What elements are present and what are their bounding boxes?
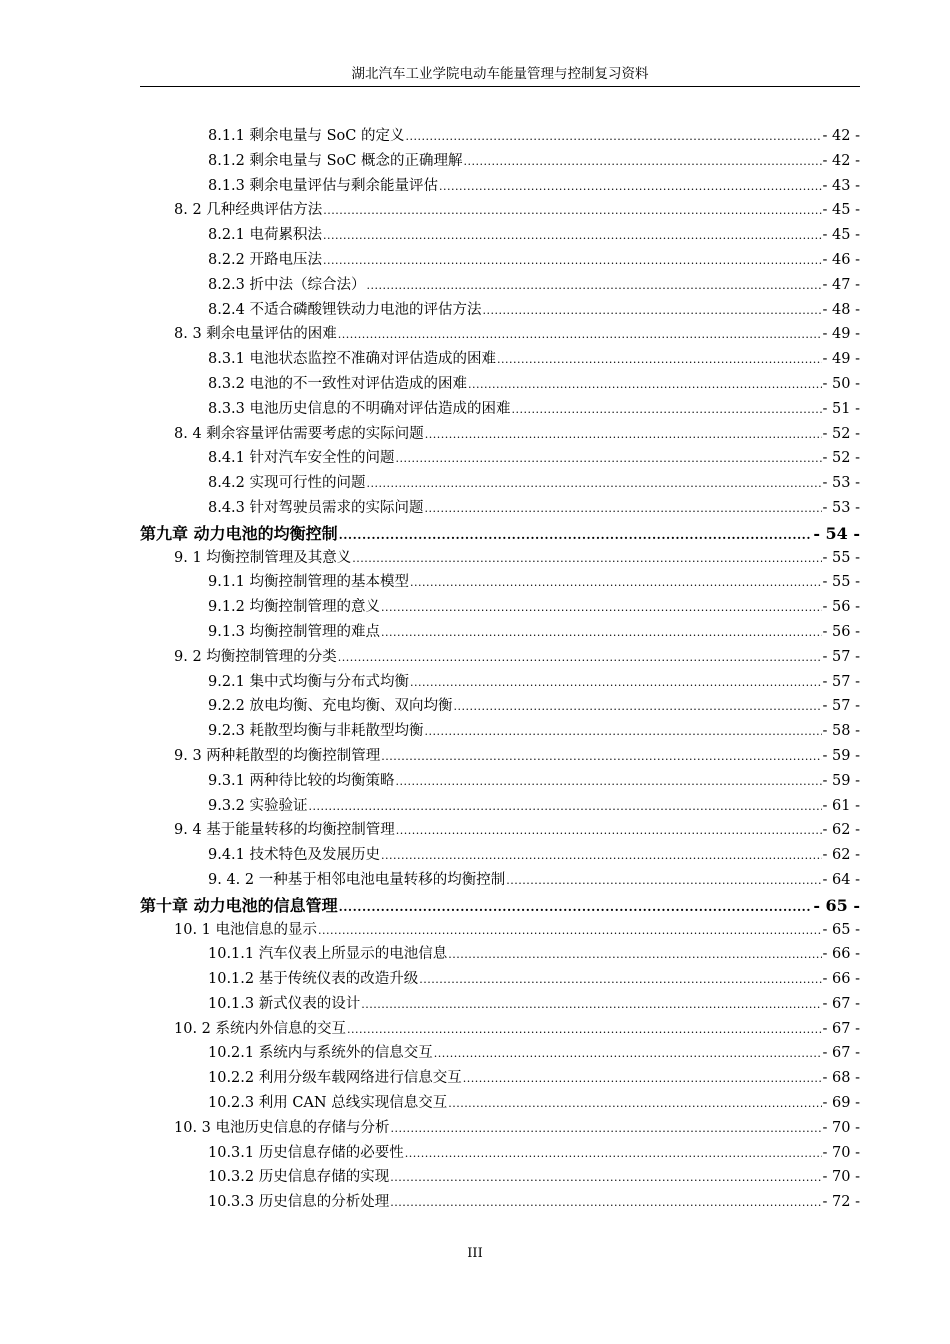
toc-subsection-entry[interactable] — [140, 1190, 860, 1215]
toc-subsection-entry[interactable] — [140, 347, 860, 372]
toc-dot-leader — [352, 552, 821, 565]
toc-entry-title: 9. 3 两种耗散型的均衡控制管理 — [174, 747, 381, 764]
toc-entry-title: 8.2.3 折中法（综合法） — [208, 276, 366, 293]
toc-entry-title: 10.1.2 基于传统仪表的改造升级 — [208, 971, 419, 988]
toc-section-entry[interactable] — [140, 422, 860, 447]
toc-entry-page: - 49 - — [822, 351, 860, 368]
toc-entry-page: - 57 - — [822, 698, 860, 715]
toc-entry-title: 10.3.1 历史信息存储的必要性 — [208, 1144, 404, 1161]
toc-subsection-entry[interactable] — [140, 670, 860, 695]
toc-subsection-entry[interactable] — [140, 124, 860, 149]
toc-dot-leader — [381, 849, 822, 862]
toc-entry-page: - 65 - — [813, 895, 860, 915]
toc-subsection-entry[interactable] — [140, 992, 860, 1017]
toc-chapter-entry[interactable] — [140, 893, 860, 918]
toc-section-entry[interactable] — [140, 818, 860, 843]
toc-dot-leader — [405, 1147, 822, 1160]
toc-dot-leader — [434, 1047, 822, 1060]
toc-entry-page: - 50 - — [822, 375, 860, 392]
toc-entry-page: - 67 - — [822, 995, 860, 1012]
toc-entry-page: - 49 - — [822, 326, 860, 343]
toc-entry-page: - 46 - — [822, 251, 860, 268]
toc-dot-leader — [419, 973, 821, 986]
toc-section-entry[interactable] — [140, 744, 860, 769]
toc-entry-page: - 53 - — [822, 475, 860, 492]
toc-entry-page: - 45 - — [822, 202, 860, 219]
toc-entry-page: - 64 - — [822, 871, 860, 888]
toc-entry-title: 10. 1 电池信息的显示 — [174, 921, 318, 938]
toc-dot-leader — [512, 403, 822, 416]
toc-subsection-entry[interactable] — [140, 1165, 860, 1190]
toc-entry-title: 9.3.2 实验验证 — [208, 797, 308, 814]
toc-entry-page: - 52 - — [822, 450, 860, 467]
toc-dot-leader — [463, 1072, 822, 1085]
toc-entry-title: 9.1.2 均衡控制管理的意义 — [208, 599, 381, 616]
toc-entry-page: - 59 - — [822, 747, 860, 764]
toc-entry-page: - 70 - — [822, 1144, 860, 1161]
toc-entry-title: 10.2.3 利用 CAN 总线实现信息交互 — [208, 1095, 448, 1112]
toc-entry-title: 10.2.2 利用分级车载网络进行信息交互 — [208, 1070, 462, 1087]
toc-entry-page: - 56 - — [822, 599, 860, 616]
toc-subsection-entry[interactable] — [140, 496, 860, 521]
toc-entry-page: - 69 - — [822, 1095, 860, 1112]
toc-subsection-entry[interactable] — [140, 570, 860, 595]
toc-entry-title: 10.3.3 历史信息的分析处理 — [208, 1194, 390, 1211]
toc-subsection-entry[interactable] — [140, 1066, 860, 1091]
toc-entry-title: 9.2.2 放电均衡、充电均衡、双向均衡 — [208, 698, 453, 715]
toc-dot-leader — [463, 155, 821, 168]
toc-dot-leader — [347, 1023, 822, 1036]
toc-entry-page: - 47 - — [822, 276, 860, 293]
toc-dot-leader — [410, 676, 822, 689]
toc-entry-page: - 51 - — [822, 400, 860, 417]
toc-section-entry[interactable] — [140, 546, 860, 571]
toc-entry-page: - 70 - — [822, 1169, 860, 1186]
toc-subsection-entry[interactable] — [140, 769, 860, 794]
toc-entry-title: 8.2.4 不适合磷酸锂铁动力电池的评估方法 — [208, 301, 482, 318]
toc-entry-title: 9.1.3 均衡控制管理的难点 — [208, 623, 381, 640]
toc-subsection-entry[interactable] — [140, 694, 860, 719]
toc-entry-page: - 52 - — [822, 425, 860, 442]
toc-entry-title: 第十章 动力电池的信息管理 — [140, 895, 338, 915]
toc-dot-leader — [381, 750, 821, 763]
toc-dot-leader — [425, 502, 822, 515]
toc-entry-title: 9.1.1 均衡控制管理的基本模型 — [208, 574, 410, 591]
toc-dot-leader — [425, 725, 822, 738]
toc-dot-leader — [468, 378, 822, 391]
toc-subsection-entry[interactable] — [140, 868, 860, 893]
toc-subsection-entry[interactable] — [140, 446, 860, 471]
toc-dot-leader — [338, 651, 822, 664]
page-header: 湖北汽车工业学院电动车能量管理与控制复习资料 — [351, 66, 649, 82]
toc-subsection-entry[interactable] — [140, 273, 860, 298]
toc-entry-page: - 70 - — [822, 1119, 860, 1136]
toc-entry-page: - 72 - — [822, 1194, 860, 1211]
toc-entry-title: 10. 3 电池历史信息的存储与分析 — [174, 1119, 390, 1136]
toc-dot-leader — [506, 874, 821, 887]
toc-dot-leader — [396, 824, 822, 837]
toc-entry-page: - 48 - — [822, 301, 860, 318]
toc-entry-page: - 45 - — [822, 227, 860, 244]
toc-subsection-entry[interactable] — [140, 620, 860, 645]
toc-entry-page: - 57 - — [822, 648, 860, 665]
toc-subsection-entry[interactable] — [140, 794, 860, 819]
toc-entry-title: 8.1.1 剩余电量与 SoC 的定义 — [208, 128, 405, 144]
toc-dot-leader — [390, 1171, 821, 1184]
toc-dot-leader — [318, 924, 822, 937]
toc-dot-leader — [367, 279, 822, 292]
toc-entry-page: - 66 - — [822, 946, 860, 963]
toc-dot-leader — [339, 900, 813, 914]
toc-entry-title: 8.3.2 电池的不一致性对评估造成的困难 — [208, 375, 468, 392]
toc-entry-title: 8.3.1 电池状态监控不准确对评估造成的困难 — [208, 351, 497, 368]
toc-subsection-entry[interactable] — [140, 397, 860, 422]
toc-dot-leader — [381, 601, 822, 614]
header-divider — [140, 86, 860, 87]
toc-dot-leader — [448, 1097, 821, 1110]
toc-dot-leader — [439, 180, 822, 193]
toc-dot-leader — [338, 328, 822, 341]
toc-subsection-entry[interactable] — [140, 471, 860, 496]
toc-entry-title: 9.4.1 技术特色及发展历史 — [208, 847, 381, 864]
toc-subsection-entry[interactable] — [140, 1041, 860, 1066]
toc-dot-leader — [396, 452, 822, 465]
toc-dot-leader — [454, 700, 822, 713]
toc-dot-leader — [367, 477, 822, 490]
toc-entry-title: 9. 4 基于能量转移的均衡控制管理 — [174, 822, 395, 839]
toc-entry-title: 8.2.1 电荷累积法 — [208, 227, 323, 244]
toc-dot-leader — [323, 254, 822, 267]
toc-subsection-entry[interactable] — [140, 967, 860, 992]
toc-dot-leader — [390, 1196, 821, 1209]
toc-dot-leader — [361, 998, 821, 1011]
toc-subsection-entry[interactable] — [140, 149, 860, 174]
toc-entry-title: 8.1.3 剩余电量评估与剩余能量评估 — [208, 177, 439, 194]
toc-entry-title: 9.2.1 集中式均衡与分布式均衡 — [208, 673, 410, 690]
toc-entry-page: - 57 - — [822, 673, 860, 690]
toc-entry-title: 8.4.3 针对驾驶员需求的实际问题 — [208, 499, 424, 516]
toc-entry-title: 10.3.2 历史信息存储的实现 — [208, 1169, 390, 1186]
toc-entry-page: - 62 - — [822, 847, 860, 864]
toc-entry-title: 9. 1 均衡控制管理及其意义 — [174, 549, 352, 566]
toc-dot-leader — [497, 353, 822, 366]
toc-dot-leader — [381, 626, 822, 639]
toc-entry-title: 9. 4. 2 一种基于相邻电池电量转移的均衡控制 — [208, 871, 506, 888]
page-number: III — [467, 1246, 483, 1261]
toc-entry-page: - 58 - — [822, 723, 860, 740]
toc-entry-title: 10. 2 系统内外信息的交互 — [174, 1020, 347, 1037]
toc-entry-title: 9. 2 均衡控制管理的分类 — [174, 648, 337, 665]
toc-subsection-entry[interactable] — [140, 1141, 860, 1166]
toc-chapter-entry[interactable] — [140, 521, 860, 546]
toc-entry-title: 8.4.1 针对汽车安全性的问题 — [208, 450, 395, 467]
toc-entry-title: 9.3.1 两种待比较的均衡策略 — [208, 772, 395, 789]
toc-subsection-entry[interactable] — [140, 843, 860, 868]
toc-entry-page: - 62 - — [822, 822, 860, 839]
toc-dot-leader — [405, 130, 821, 143]
toc-entry-page: - 59 - — [822, 772, 860, 789]
toc-entry-title: 8. 4 剩余容量评估需要考虑的实际问题 — [174, 425, 424, 442]
toc-subsection-entry[interactable] — [140, 719, 860, 744]
toc-entry-page: - 54 - — [813, 523, 860, 543]
toc-entry-title: 9.2.3 耗散型均衡与非耗散型均衡 — [208, 723, 424, 740]
toc-dot-leader — [339, 528, 813, 542]
toc-subsection-entry[interactable] — [140, 1091, 860, 1116]
toc-entry-page: - 67 - — [822, 1020, 860, 1037]
toc-dot-leader — [448, 948, 821, 961]
toc-entry-page: - 65 - — [822, 921, 860, 938]
toc-dot-leader — [309, 800, 822, 813]
toc-section-entry[interactable] — [140, 1116, 860, 1141]
toc-section-entry[interactable] — [140, 1017, 860, 1042]
toc-entry-title: 10.2.1 系统内与系统外的信息交互 — [208, 1045, 433, 1062]
toc-section-entry[interactable] — [140, 198, 860, 223]
toc-entry-page: - 66 - — [822, 971, 860, 988]
toc-entry-title: 8.4.2 实现可行性的问题 — [208, 475, 366, 492]
toc-subsection-entry[interactable] — [140, 248, 860, 273]
toc-entry-title: 8.1.2 剩余电量与 SoC 概念的正确理解 — [208, 152, 463, 169]
toc-entry-page: - 55 - — [822, 549, 860, 566]
toc-entry-title: 8.3.3 电池历史信息的不明确对评估造成的困难 — [208, 400, 511, 417]
toc-entry-title: 8. 2 几种经典评估方法 — [174, 202, 323, 219]
toc-entry-title: 8.2.2 开路电压法 — [208, 251, 323, 268]
toc-entry-title: 10.1.3 新式仪表的设计 — [208, 995, 361, 1012]
toc-entry-page: - 68 - — [822, 1070, 860, 1087]
toc-entry-page: - 55 - — [822, 574, 860, 591]
toc-subsection-entry[interactable] — [140, 223, 860, 248]
toc-entry-title: 第九章 动力电池的均衡控制 — [140, 523, 338, 543]
toc-subsection-entry[interactable] — [140, 942, 860, 967]
toc-dot-leader — [323, 204, 821, 217]
toc-entry-page: - 43 - — [822, 177, 860, 194]
toc-subsection-entry[interactable] — [140, 372, 860, 397]
toc-entry-page: - 42 - — [822, 152, 860, 169]
table-of-contents — [140, 124, 860, 1215]
toc-dot-leader — [483, 304, 822, 317]
toc-dot-leader — [391, 1122, 822, 1135]
toc-entry-page: - 53 - — [822, 499, 860, 516]
toc-subsection-entry[interactable] — [140, 174, 860, 199]
toc-subsection-entry[interactable] — [140, 595, 860, 620]
toc-entry-page: - 42 - — [822, 128, 860, 144]
toc-section-entry[interactable] — [140, 645, 860, 670]
toc-section-entry[interactable] — [140, 322, 860, 347]
toc-entry-page: - 67 - — [822, 1045, 860, 1062]
toc-dot-leader — [323, 229, 822, 242]
toc-dot-leader — [425, 428, 822, 441]
toc-entry-page: - 56 - — [822, 623, 860, 640]
toc-dot-leader — [410, 576, 822, 589]
toc-entry-title: 8. 3 剩余电量评估的困难 — [174, 326, 337, 343]
toc-entry-title: 10.1.1 汽车仪表上所显示的电池信息 — [208, 946, 448, 963]
toc-entry-page: - 61 - — [822, 797, 860, 814]
toc-section-entry[interactable] — [140, 918, 860, 943]
toc-subsection-entry[interactable] — [140, 298, 860, 323]
toc-dot-leader — [396, 775, 822, 788]
